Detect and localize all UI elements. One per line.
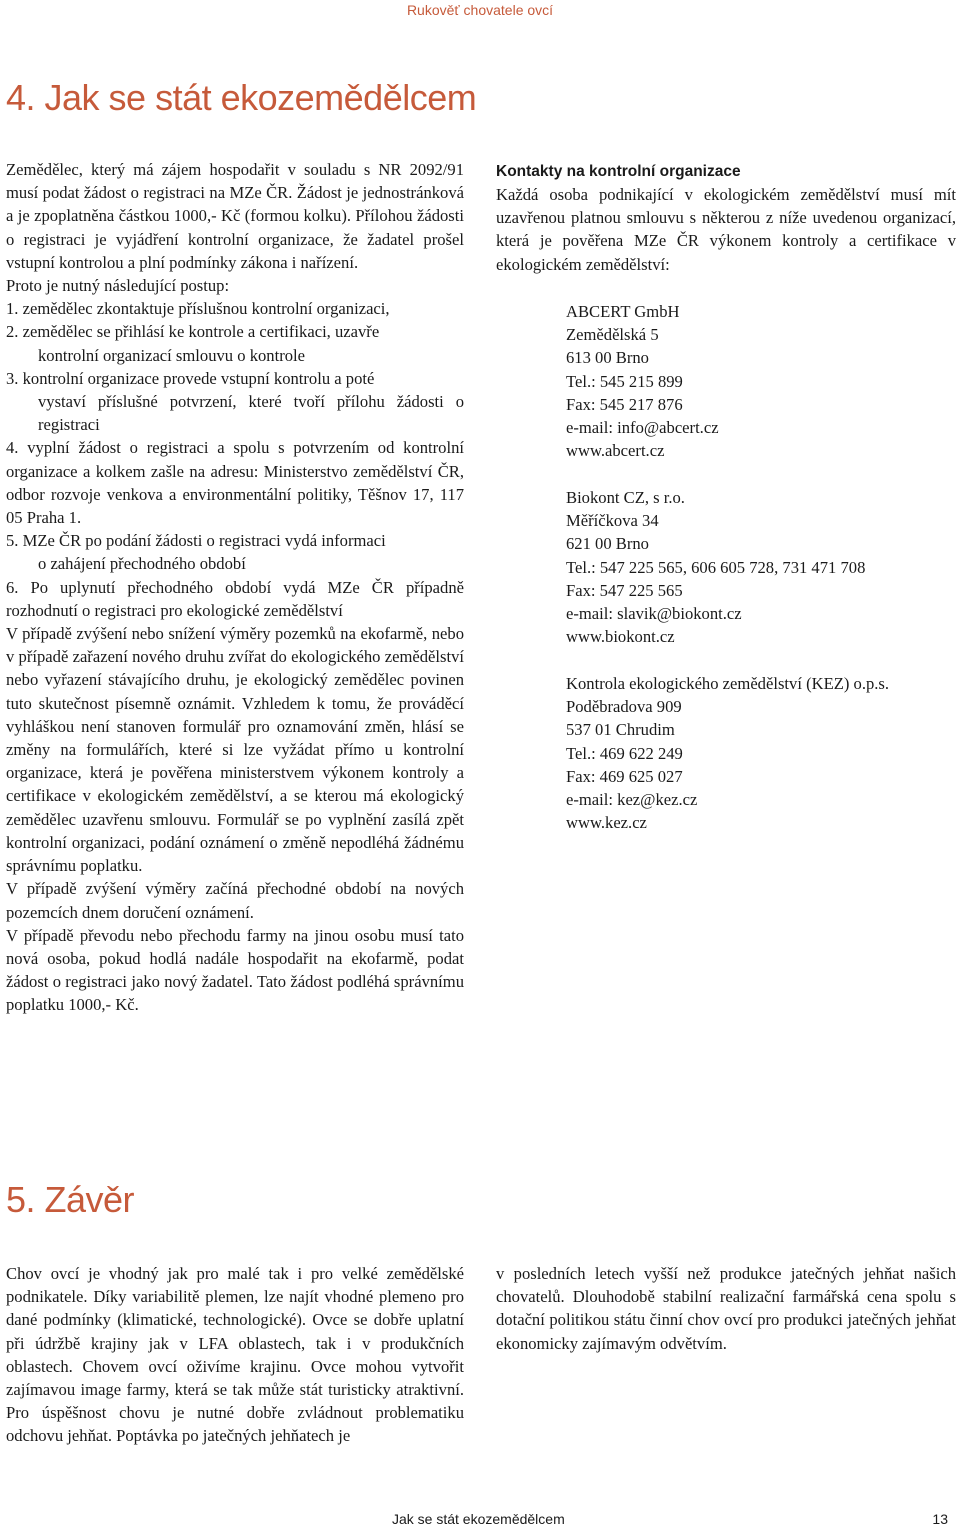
- step-text: vyplní žádost o registraci a spolu s potvrzením od kontrolní organizace a kolkem zašle na adresu: Ministerstvo zemědělství ČR, odbor rozvoje venkova a environmentální politiky, Těšnov 17, 117 05 Praha 1.: [6, 438, 464, 528]
- contact-org-kez: [566, 672, 889, 834]
- step-3: [6, 367, 464, 437]
- conclusion-text-left: Chov ovcí je vhodný jak pro malé tak i pro velké zemědělské podnikatele. Díky variabilitě plemen, lze najít vhodné plemeno pro dané podmínky (klimatické, technologické). Ovce se dobře uplatní při údržbě krajiny jak v LFA oblastech, tak i v produkčních oblastech. Chovem ovcí oživíme krajinu. Ovce mohou vytvořit zajímavou image farmy, která se tak může stát turisticky atraktivní. Pro úspěšnost chovu je nutné dobře zvládnout problematiku odchovu jehňat. Poptávka po jatečných jehňatech je: [6, 1264, 464, 1446]
- step-2: [6, 320, 464, 366]
- org-email: e-mail: info@abcert.cz: [566, 418, 719, 438]
- org-website: www.kez.cz: [566, 813, 647, 833]
- step-number: 5.: [6, 531, 19, 551]
- step-text: Po uplynutí přechodného období vydá MZe ČR případně rozhodnutí o registraci pro ekologické zemědělství: [6, 577, 464, 620]
- org-email: e-mail: slavik@biokont.cz: [566, 604, 742, 624]
- step-5: [6, 529, 464, 575]
- org-email: e-mail: kez@kez.cz: [566, 790, 698, 810]
- page-footer: [0, 1511, 960, 1530]
- org-street: Zemědělská 5: [566, 325, 659, 345]
- org-city: 621 00 Brno: [566, 534, 649, 554]
- step-text: zemědělec zkontaktuje příslušnou kontrolní organizaci,: [22, 299, 390, 319]
- conclusion-left-column: [6, 1262, 464, 1448]
- increase-paragraph: V případě zvýšení výměry začíná přechodné období na nových pozemcích dnem doručení oznámení.: [6, 879, 464, 922]
- contact-org-biokont: [566, 486, 865, 648]
- step-number: 4.: [6, 438, 19, 458]
- org-phone: Tel.: 469 622 249: [566, 743, 683, 763]
- step-text: MZe ČR po podání žádosti o registraci vydá informaci: [22, 531, 386, 551]
- contacts-heading: Kontakty na kontrolní organizace: [496, 163, 741, 180]
- contact-org-abcert: [566, 300, 719, 462]
- org-phone: Tel.: 547 225 565, 606 605 728, 731 471 708: [566, 557, 866, 577]
- step-text: kontrolní organizace provede vstupní kontrolu a poté: [22, 368, 375, 388]
- step-number: 6.: [6, 577, 19, 597]
- org-phone: Tel.: 545 215 899: [566, 371, 683, 391]
- org-street: Měříčkova 34: [566, 511, 659, 531]
- page-number: 13: [932, 1511, 948, 1527]
- section-4-title: 4. Jak se stát ekozemědělcem: [6, 77, 477, 118]
- contacts-intro-block: [496, 160, 956, 276]
- org-street: Poděbradova 909: [566, 697, 682, 717]
- conclusion-text-right: v posledních letech vyšší než produkce jatečných jehňat našich chovatelů. Dlouhodobě stabilní realizační farmářská cena spolu s dotační politikou státu činní chov ovcí pro produkci jatečných jehňat ekonomicky zajímavým odvětvím.: [496, 1264, 956, 1353]
- org-city: 537 01 Chrudim: [566, 720, 675, 740]
- step-6: [6, 576, 464, 622]
- step-number: 2.: [6, 322, 19, 342]
- step-text-continued: vystaví příslušné potvrzení, které tvoří přílohu žádosti o registraci: [38, 392, 464, 435]
- org-name: ABCERT GmbH: [566, 302, 680, 321]
- intro-paragraph: Zemědělec, který má zájem hospodařit v souladu s NR 2092/91 musí podat žádost o registraci na MZe ČR. Žádost je jednostránková a je zpoplatněna částkou 1000,- Kč (formou kolku). Přílohou žádosti o registraci je vyjádření kontrolní organizace, že žadatel prošel vstupní kontrolou a plní podmínky zákona i nařízení.: [6, 160, 464, 272]
- org-name: Biokont CZ, s r.o.: [566, 488, 685, 507]
- step-4: [6, 436, 464, 529]
- step-number: 1.: [6, 299, 19, 319]
- org-fax: Fax: 469 625 027: [566, 766, 683, 786]
- transfer-paragraph: V případě převodu nebo přechodu farmy na jinou osobu musí tato nová osoba, pokud hodlá nadále hospodařit na ekofarmě, podat žádost o registraci jako nový žadatel. Tato žádost podléhá správnímu poplatku 1000,- Kč.: [6, 925, 464, 1015]
- running-header: Rukověť chovatele ovcí: [406, 2, 554, 18]
- org-fax: Fax: 547 225 565: [566, 580, 683, 600]
- org-name: Kontrola ekologického zemědělství (KEZ) o.p.s.: [566, 674, 890, 693]
- footer-title: Jak se stát ekozemědělcem: [392, 1511, 565, 1527]
- step-text-continued: kontrolní organizací smlouvu o kontrole: [38, 345, 305, 365]
- changes-paragraph: V případě zvýšení nebo snížení výměry pozemků na ekofarmě, nebo v případě zařazení nového druhu zvířat do ekologického zemědělství nebo vyřazení stávajícího druhu, je ekologický zemědělec povinen tuto skutečnost písemně oznámit. Vzhledem k tomu, že prováděcí vyhláškou není stanoven formulář pro oznamování změn, hlásí se změny na formulářích, které si lze vyžádat přímo u kontrolní organizace, která je pověřena ministerstvem výkonem kontroly a certifikace v ekologickém zemědělství, a se kterou má ekologický zemědělec uzavřenu smlouvu. Formulář se po vyplnění zasílá zpět kontrolní organizaci, podání oznámení o změně nepodléhá žádnému správnímu poplatku.: [6, 624, 464, 876]
- section-5-title: 5. Závěr: [6, 1179, 135, 1220]
- contacts-intro: Každá osoba podnikající v ekologickém zemědělství musí mít uzavřenou platnou smlouvu s některou z níže uvedenou organizací, která je pověřena MZe ČR výkonem kontroly a certifikace v ekologickém zemědělství:: [496, 185, 956, 274]
- org-website: www.abcert.cz: [566, 441, 665, 461]
- step-number: 3.: [6, 368, 19, 388]
- step-1: [6, 297, 464, 320]
- step-text: zemědělec se přihlásí ke kontrole a certifikaci, uzavře: [22, 322, 380, 342]
- conclusion-right-column: [496, 1262, 956, 1355]
- org-city: 613 00 Brno: [566, 348, 649, 368]
- step-text-continued: o zahájení přechodného období: [38, 554, 246, 574]
- org-fax: Fax: 545 217 876: [566, 394, 683, 414]
- section-4-body: [6, 158, 464, 1017]
- org-website: www.biokont.cz: [566, 627, 675, 647]
- procedure-lead: Proto je nutný následující postup:: [6, 276, 230, 296]
